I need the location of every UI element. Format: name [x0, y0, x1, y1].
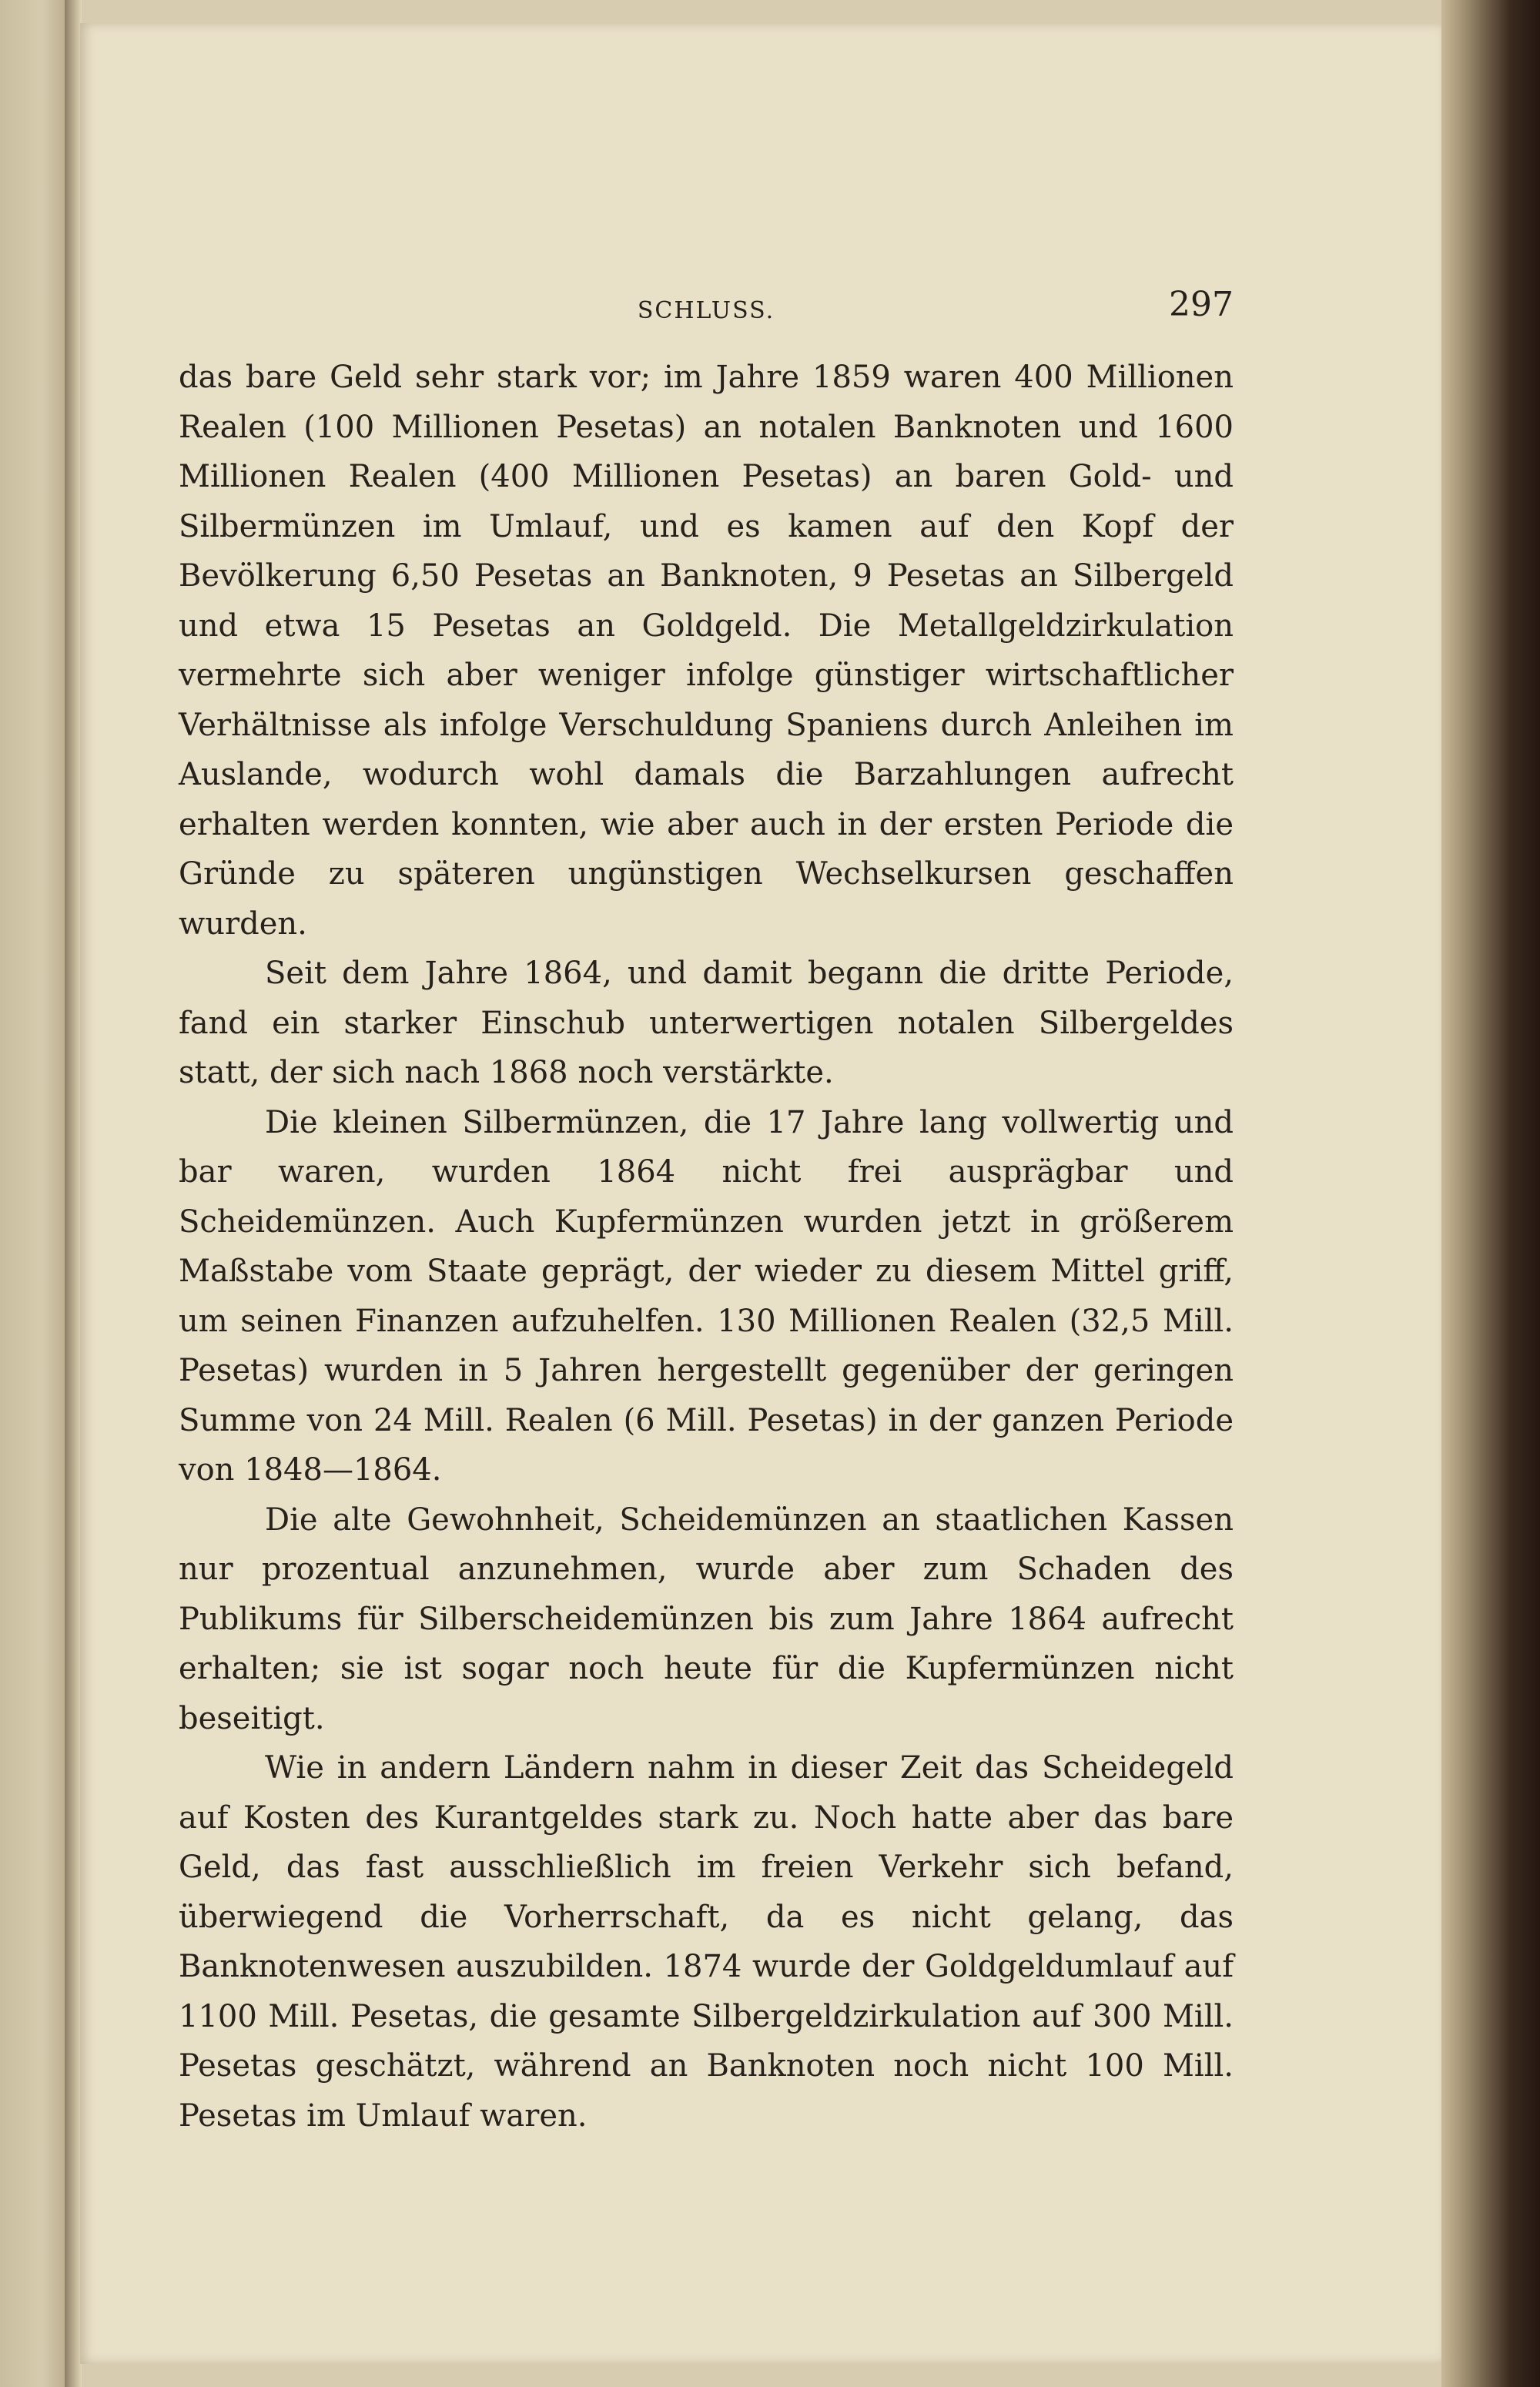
page-text-block: [179, 285, 1234, 2141]
paragraph-3: Die kleinen Silbermünzen, die 17 Jahre lang vollwertig und bar waren, wurden 1864 nicht frei ausprägbar und Scheidemünzen. Auch Kupfermünzen wurden jetzt in größerem Maßstabe vom Staate geprägt, der wieder zu diesem Mittel griff, um seinen Finanzen aufzuhelfen. 130 Millionen Realen (32,5 Mill. Pesetas) wurden in 5 Jahren hergestellt gegenüber der geringen Summe von 24 Mill. Realen (6 Mill. Pesetas) in der ganzen Periode von 1848—1864.: [179, 1104, 1234, 1488]
page-header: [179, 285, 1234, 331]
page-number: 297: [1169, 285, 1234, 324]
running-head: SCHLUSS.: [637, 297, 775, 324]
paragraph-4: Die alte Gewohnheit, Scheidemünzen an staatlichen Kassen nur prozentual anzunehmen, wurde aber zum Schaden des Publikums für Silberscheidemünzen bis zum Jahre 1864 aufrecht erhalten; sie ist sogar noch heute für die Kupfermünzen nicht beseitigt.: [179, 1502, 1234, 1736]
paragraph-2: Seit dem Jahre 1864, und damit begann die dritte Periode, fand ein starker Einschub unterwertigen notalen Silbergeldes statt, der sich nach 1868 noch verstärkte.: [179, 956, 1234, 1090]
book-gutter: [65, 0, 82, 2387]
page-edge-shadow: [1441, 0, 1540, 2387]
paragraph-1: das bare Geld sehr stark vor; im Jahre 1859 waren 400 Millionen Realen (100 Millionen Pesetas) an notalen Banknoten und 1600 Millionen Realen (400 Millionen Pesetas) an baren Gold- und Silbermünzen im Umlauf, und es kamen auf den Kopf der Bevölkerung 6,50 Pesetas an Banknoten, 9 Pesetas an Silbergeld und etwa 15 Pesetas an Goldgeld. Die Metallgeldzirkulation vermehrte sich aber weniger infolge günstiger wirtschaftlicher Verhältnisse als infolge Verschuldung Spaniens durch Anleihen im Auslande, wodurch wohl damals die Barzahlungen aufrecht erhalten werden konnten, wie aber auch in der ersten Periode die Gründe zu späteren ungünstigen Wechselkursen geschaffen wurden.: [179, 360, 1234, 942]
paragraph-5: Wie in andern Ländern nahm in dieser Zeit das Scheidegeld auf Kosten des Kurantgeldes stark zu. Noch hatte aber das bare Geld, das fast ausschließlich im freien Verkehr sich befand, überwiegend die Vorherrschaft, da es nicht gelang, das Banknotenwesen auszubilden. 1874 wurde der Goldgeldumlauf auf 1100 Mill. Pesetas, die gesamte Silbergeldzirkulation auf 300 Mill. Pesetas geschätzt, während an Banknoten noch nicht 100 Mill. Pesetas im Umlauf waren.: [179, 1750, 1234, 2134]
previous-page-edge: [0, 0, 69, 2387]
